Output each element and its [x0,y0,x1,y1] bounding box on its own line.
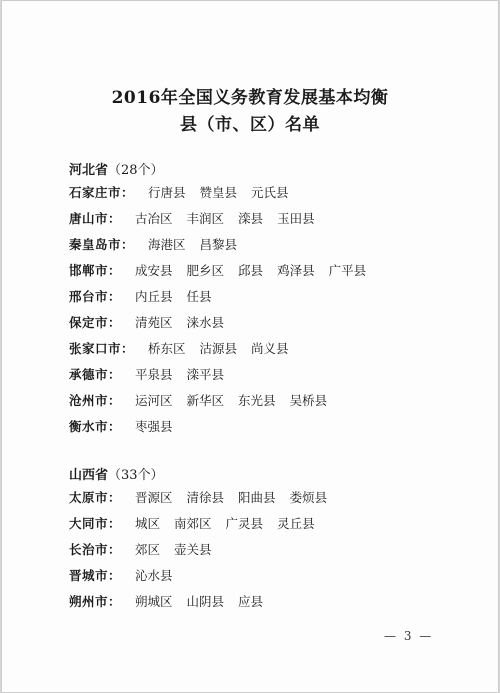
city-name: 张家口市： [69,341,135,356]
province-name: 河北省 [69,163,109,178]
province-count: （28个） [108,163,164,178]
county-name: 灵丘县 [277,516,315,531]
province-name: 山西省 [69,468,109,483]
county-name: 行唐县 [148,185,186,200]
list-item [69,593,263,611]
county-name: 晋源区 [135,490,173,505]
city-name: 保定市： [69,315,122,330]
city-name: 秦皇岛市： [69,237,135,252]
list-item [69,366,224,384]
city-name: 石家庄市： [69,185,135,200]
page-number: — 3 — [384,629,434,643]
county-name: 吴桥县 [289,393,328,408]
list-item [69,489,327,507]
county-name: 南郊区 [174,516,212,531]
county-name: 东光县 [238,393,276,408]
document-page [2,1,498,692]
county-name: 滦平县 [186,367,225,382]
county-name: 广灵县 [225,516,264,531]
list-item [69,288,212,306]
county-name: 滦县 [238,211,264,226]
county-name: 邱县 [238,263,264,278]
city-name: 朔州市： [69,594,122,609]
county-name: 壶关县 [174,542,212,557]
county-name: 尚义县 [251,341,289,356]
title-line-1: 2016年全国义务教育发展基本均衡 [111,88,389,108]
city-name: 晋城市： [69,568,122,583]
county-name: 山阴县 [186,594,225,609]
county-name: 海港区 [148,237,186,252]
city-name: 唐山市： [69,211,122,226]
county-name: 广平县 [328,263,367,278]
city-name: 长治市： [69,542,122,557]
county-name: 成安县 [135,263,173,278]
county-name: 运河区 [135,393,173,408]
county-name: 枣强县 [135,419,173,434]
city-name: 大同市： [69,516,122,531]
list-item [69,541,212,559]
county-name: 沁水县 [135,568,173,583]
city-name: 承德市： [69,367,122,382]
city-name: 邢台市： [69,289,122,304]
city-name: 邯郸市： [69,263,122,278]
county-name: 郊区 [135,542,161,557]
county-name: 城区 [135,516,161,531]
city-name: 衡水市： [69,419,122,434]
county-name: 内丘县 [135,289,173,304]
list-item [69,262,366,280]
list-item [69,340,289,358]
province-count: （33个） [108,468,164,483]
list-item [69,184,289,202]
list-item [69,567,173,585]
city-name: 太原市： [69,490,122,505]
list-item [69,418,173,436]
list-item [69,314,224,332]
list-item [69,515,315,533]
county-name: 肥乡区 [186,263,225,278]
county-name: 阳曲县 [238,490,276,505]
county-name: 涞水县 [186,315,225,330]
county-name: 任县 [186,289,212,304]
county-name: 古冶区 [135,211,173,226]
county-name: 桥东区 [148,341,186,356]
list-item [69,236,237,254]
county-name: 元氏县 [251,185,289,200]
county-name: 娄烦县 [289,490,328,505]
county-name: 沽源县 [199,341,238,356]
county-name: 应县 [238,594,264,609]
list-item [69,210,315,228]
province-header-hebei [69,159,164,178]
county-name: 平泉县 [135,367,173,382]
county-name: 玉田县 [277,211,315,226]
county-name: 清徐县 [186,490,225,505]
county-name: 丰润区 [186,211,225,226]
list-item [69,392,327,410]
county-name: 赞皇县 [199,185,238,200]
county-name: 昌黎县 [199,237,238,252]
province-header-shanxi [69,464,164,483]
title-line-2: 县（市、区）名单 [180,115,320,135]
county-name: 清苑区 [135,315,173,330]
county-name: 新华区 [186,393,225,408]
county-name: 朔城区 [135,594,173,609]
county-name: 鸡泽县 [277,263,315,278]
city-name: 沧州市： [69,393,122,408]
